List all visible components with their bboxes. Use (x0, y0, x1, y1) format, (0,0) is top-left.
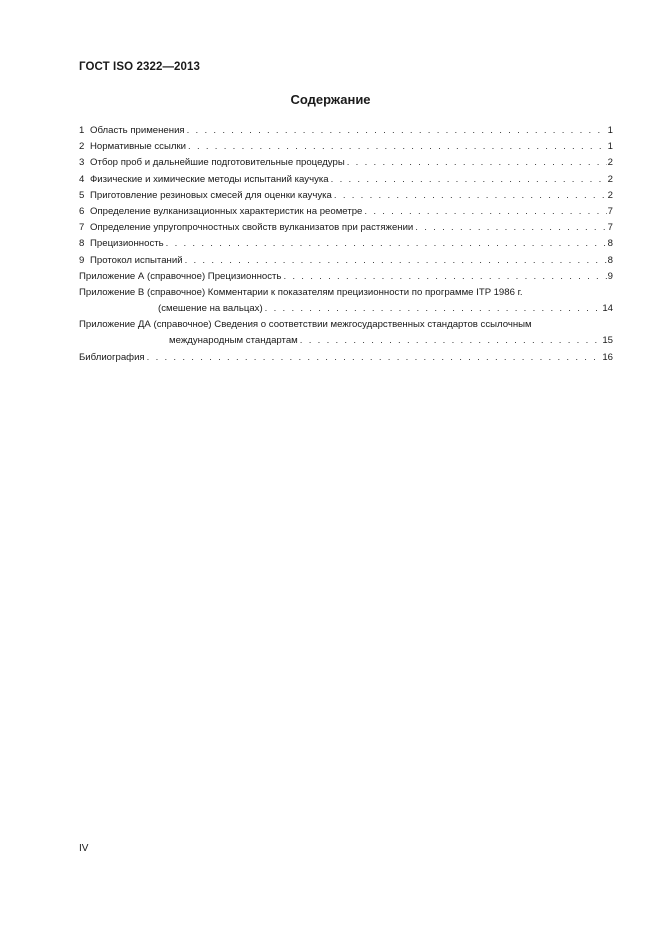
toc-entry-page: 1 (607, 125, 613, 136)
toc-entry-1[interactable] (79, 123, 613, 139)
toc-entry-label: 3 Отбор проб и дальнейшие подготовительные процедуры (79, 157, 345, 169)
page-title: Содержание (290, 92, 371, 107)
toc-entry-label: 5 Приготовление резиновых смесей для оценки каучука (79, 189, 332, 201)
dot-leader (331, 172, 607, 188)
toc-entry-page: 14 (602, 303, 613, 315)
toc-entry-label: Приложение ДА (справочное) Сведения о соответствии межгосударственных стандартов ссылочным (79, 319, 532, 331)
toc-entry-label: 4 Физические и химические методы испытаний каучука (79, 173, 329, 185)
dot-leader (300, 333, 602, 349)
toc-appendix-b-line2[interactable] (79, 301, 613, 317)
dot-leader (147, 350, 602, 366)
toc-entry-page: 2 (607, 173, 613, 185)
toc-appendix-b-line1[interactable] (79, 285, 613, 301)
toc-entry-page: 16 (602, 351, 613, 363)
dot-leader (364, 204, 606, 220)
page-number: IV (79, 843, 89, 854)
toc-entry-page: 9 (607, 270, 613, 282)
toc-entry-label-continued: (смешение на вальцах) (158, 303, 263, 315)
toc-entry-label: 2 Нормативные ссылки (79, 141, 187, 153)
toc-entry-page: 15 (602, 335, 613, 347)
toc-appendix-da-line2[interactable] (79, 333, 613, 349)
toc-entry-page: 8 (607, 238, 613, 250)
toc-entry-label: 7 Определение упругопрочностных свойств вулканизатов при растяжении (79, 222, 414, 234)
toc-bibliography[interactable] (79, 350, 613, 366)
toc-entry-label: 6 Определение вулканизационных характеристик на реометре (79, 205, 363, 217)
toc-entry-6[interactable] (79, 204, 613, 220)
toc-entry-4[interactable] (79, 172, 613, 188)
toc-entry-label: Библиография (79, 351, 145, 363)
toc-entry-label: 8 Прецизионность (79, 238, 164, 250)
dot-leader (415, 220, 606, 236)
table-of-contents (79, 123, 613, 366)
toc-entry-label: 1 Область применения (79, 125, 185, 136)
dot-leader (347, 155, 607, 171)
dot-leader (185, 253, 607, 269)
toc-entry-page: 2 (607, 157, 613, 169)
toc-entry-page: 7 (607, 205, 613, 217)
dot-leader (334, 188, 607, 204)
dot-leader (283, 269, 606, 285)
toc-entry-label: 9 Протокол испытаний (79, 254, 183, 266)
dot-leader (188, 139, 607, 155)
document-code: ГОСТ ISO 2322—2013 (79, 61, 201, 73)
dot-leader (265, 301, 602, 317)
toc-entry-page: 7 (607, 222, 613, 234)
toc-entry-5[interactable] (79, 188, 613, 204)
toc-entry-page: 1 (607, 141, 613, 153)
toc-appendix-da-line1[interactable] (79, 317, 613, 333)
toc-entry-page: 2 (607, 189, 613, 201)
toc-entry-3[interactable] (79, 155, 613, 171)
toc-entry-9[interactable] (79, 253, 613, 269)
toc-entry-label: Приложение А (справочное) Прецизионность (79, 270, 282, 282)
toc-entry-label: Приложение В (справочное) Комментарии к показателям прецизионности по программе ITP 1986 г. (79, 286, 523, 298)
toc-entry-2[interactable] (79, 139, 613, 155)
toc-entry-label-continued: международным стандартам (169, 335, 298, 347)
dot-leader (187, 123, 607, 139)
dot-leader (166, 236, 607, 252)
toc-entry-7[interactable] (79, 220, 613, 236)
toc-entry-8[interactable] (79, 236, 613, 252)
toc-appendix-a[interactable] (79, 269, 613, 285)
toc-entry-page: 8 (607, 254, 613, 266)
